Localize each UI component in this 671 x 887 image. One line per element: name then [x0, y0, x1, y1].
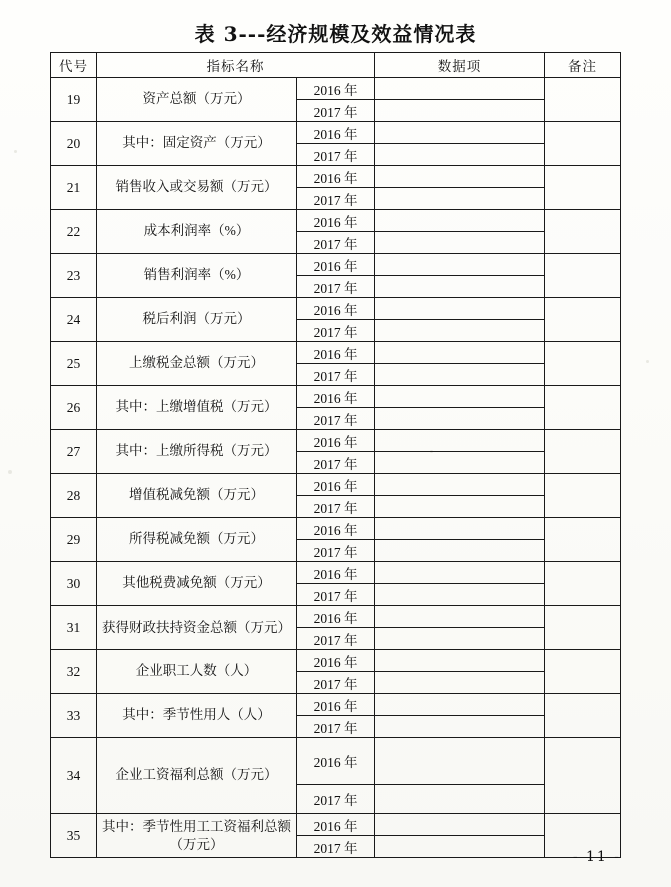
row-year-2017: 2017 年	[297, 540, 375, 562]
table-row	[51, 386, 621, 408]
row-code: 35	[51, 814, 97, 858]
row-data-2016[interactable]	[375, 298, 545, 320]
header-indicator: 指标名称	[97, 53, 375, 78]
row-data-2016[interactable]	[375, 474, 545, 496]
table-row	[51, 474, 621, 496]
table-row	[51, 166, 621, 188]
row-data-2016[interactable]	[375, 386, 545, 408]
row-data-2016[interactable]	[375, 78, 545, 100]
row-remark[interactable]	[545, 298, 621, 342]
row-year-2017: 2017 年	[297, 364, 375, 386]
row-year-2016: 2016 年	[297, 738, 375, 785]
row-data-2017[interactable]	[375, 276, 545, 298]
row-data-2017[interactable]	[375, 785, 545, 814]
row-indicator: 增值税减免额（万元）	[97, 474, 297, 518]
row-code: 33	[51, 694, 97, 738]
table-row	[51, 254, 621, 276]
row-indicator: 上缴税金总额（万元）	[97, 342, 297, 386]
row-data-2017[interactable]	[375, 100, 545, 122]
row-remark[interactable]	[545, 562, 621, 606]
row-remark[interactable]	[545, 694, 621, 738]
row-indicator: 所得税减免额（万元）	[97, 518, 297, 562]
row-year-2016: 2016 年	[297, 694, 375, 716]
row-indicator: 销售收入或交易额（万元）	[97, 166, 297, 210]
row-data-2016[interactable]	[375, 254, 545, 276]
row-data-2016[interactable]	[375, 606, 545, 628]
row-indicator: 企业职工人数（人）	[97, 650, 297, 694]
row-year-2017: 2017 年	[297, 836, 375, 858]
row-year-2017: 2017 年	[297, 584, 375, 606]
row-indicator: 税后利润（万元）	[97, 298, 297, 342]
row-year-2017: 2017 年	[297, 785, 375, 814]
row-year-2016: 2016 年	[297, 254, 375, 276]
row-indicator: 企业工资福利总额（万元）	[97, 738, 297, 814]
row-year-2016: 2016 年	[297, 562, 375, 584]
row-remark[interactable]	[545, 254, 621, 298]
row-indicator: 其中：季节性用人（人）	[97, 694, 297, 738]
row-year-2017: 2017 年	[297, 496, 375, 518]
row-remark[interactable]	[545, 386, 621, 430]
row-remark[interactable]	[545, 122, 621, 166]
row-indicator: 其他税费减免额（万元）	[97, 562, 297, 606]
row-code: 22	[51, 210, 97, 254]
header-remark: 备注	[545, 53, 621, 78]
row-data-2017[interactable]	[375, 716, 545, 738]
row-data-2016[interactable]	[375, 694, 545, 716]
table-row	[51, 342, 621, 364]
row-remark[interactable]	[545, 474, 621, 518]
row-year-2017: 2017 年	[297, 188, 375, 210]
row-code: 30	[51, 562, 97, 606]
row-code: 28	[51, 474, 97, 518]
table-row	[51, 814, 621, 836]
row-remark[interactable]	[545, 738, 621, 814]
row-year-2016: 2016 年	[297, 210, 375, 232]
row-year-2017: 2017 年	[297, 320, 375, 342]
row-indicator: 获得财政扶持资金总额（万元）	[97, 606, 297, 650]
row-indicator: 资产总额（万元）	[97, 78, 297, 122]
table-row	[51, 430, 621, 452]
row-year-2016: 2016 年	[297, 518, 375, 540]
row-year-2016: 2016 年	[297, 78, 375, 100]
row-indicator: 销售利润率（%）	[97, 254, 297, 298]
row-indicator: 成本利润率（%）	[97, 210, 297, 254]
row-year-2017: 2017 年	[297, 716, 375, 738]
row-year-2016: 2016 年	[297, 386, 375, 408]
economic-scale-table	[50, 52, 621, 858]
row-year-2017: 2017 年	[297, 232, 375, 254]
row-year-2016: 2016 年	[297, 298, 375, 320]
row-data-2017[interactable]	[375, 496, 545, 518]
row-year-2017: 2017 年	[297, 628, 375, 650]
row-year-2016: 2016 年	[297, 474, 375, 496]
row-code: 34	[51, 738, 97, 814]
table-row	[51, 210, 621, 232]
row-year-2017: 2017 年	[297, 672, 375, 694]
row-code: 24	[51, 298, 97, 342]
row-year-2017: 2017 年	[297, 276, 375, 298]
table-row	[51, 122, 621, 144]
row-remark[interactable]	[545, 650, 621, 694]
row-code: 20	[51, 122, 97, 166]
row-year-2016: 2016 年	[297, 342, 375, 364]
table-row	[51, 78, 621, 100]
row-code: 25	[51, 342, 97, 386]
row-code: 23	[51, 254, 97, 298]
row-data-2017[interactable]	[375, 540, 545, 562]
row-remark[interactable]	[545, 430, 621, 474]
row-code: 32	[51, 650, 97, 694]
row-code: 21	[51, 166, 97, 210]
row-data-2017[interactable]	[375, 364, 545, 386]
row-remark[interactable]	[545, 606, 621, 650]
row-data-2017[interactable]	[375, 836, 545, 858]
row-indicator: 其中：上缴所得税（万元）	[97, 430, 297, 474]
row-data-2016[interactable]	[375, 518, 545, 540]
row-data-2016[interactable]	[375, 342, 545, 364]
row-remark[interactable]	[545, 78, 621, 122]
row-year-2017: 2017 年	[297, 452, 375, 474]
row-data-2017[interactable]	[375, 408, 545, 430]
row-year-2016: 2016 年	[297, 650, 375, 672]
row-code: 29	[51, 518, 97, 562]
row-remark[interactable]	[545, 342, 621, 386]
row-year-2016: 2016 年	[297, 814, 375, 836]
table-row	[51, 738, 621, 785]
row-data-2016[interactable]	[375, 738, 545, 785]
table-row	[51, 518, 621, 540]
row-year-2016: 2016 年	[297, 430, 375, 452]
row-data-2016[interactable]	[375, 166, 545, 188]
row-indicator: 其中：季节性用工工资福利总额（万元）	[97, 814, 297, 858]
row-remark[interactable]	[545, 166, 621, 210]
row-indicator: 其中：固定资产（万元）	[97, 122, 297, 166]
row-data-2017[interactable]	[375, 452, 545, 474]
row-remark[interactable]	[545, 210, 621, 254]
row-data-2016[interactable]	[375, 650, 545, 672]
row-data-2017[interactable]	[375, 144, 545, 166]
row-data-2016[interactable]	[375, 210, 545, 232]
row-data-2016[interactable]	[375, 814, 545, 836]
row-year-2017: 2017 年	[297, 144, 375, 166]
row-code: 27	[51, 430, 97, 474]
table-row	[51, 606, 621, 628]
row-data-2017[interactable]	[375, 628, 545, 650]
row-data-2017[interactable]	[375, 584, 545, 606]
header-data: 数据项	[375, 53, 545, 78]
row-data-2017[interactable]	[375, 672, 545, 694]
row-data-2017[interactable]	[375, 320, 545, 342]
row-year-2017: 2017 年	[297, 408, 375, 430]
table-row	[51, 650, 621, 672]
row-year-2016: 2016 年	[297, 166, 375, 188]
table-row	[51, 694, 621, 716]
row-data-2016[interactable]	[375, 122, 545, 144]
row-data-2016[interactable]	[375, 562, 545, 584]
row-data-2016[interactable]	[375, 430, 545, 452]
row-data-2017[interactable]	[375, 188, 545, 210]
page-number: - 11 -	[572, 849, 621, 865]
row-year-2017: 2017 年	[297, 100, 375, 122]
header-code: 代号	[51, 53, 97, 78]
row-year-2016: 2016 年	[297, 122, 375, 144]
page-title: 表 3---经济规模及效益情况表	[194, 22, 477, 46]
row-data-2017[interactable]	[375, 232, 545, 254]
row-indicator: 其中：上缴增值税（万元）	[97, 386, 297, 430]
row-code: 26	[51, 386, 97, 430]
row-year-2016: 2016 年	[297, 606, 375, 628]
row-code: 31	[51, 606, 97, 650]
table-row	[51, 562, 621, 584]
table-row	[51, 298, 621, 320]
table-header-row	[51, 53, 621, 78]
row-code: 19	[51, 78, 97, 122]
row-remark[interactable]	[545, 518, 621, 562]
